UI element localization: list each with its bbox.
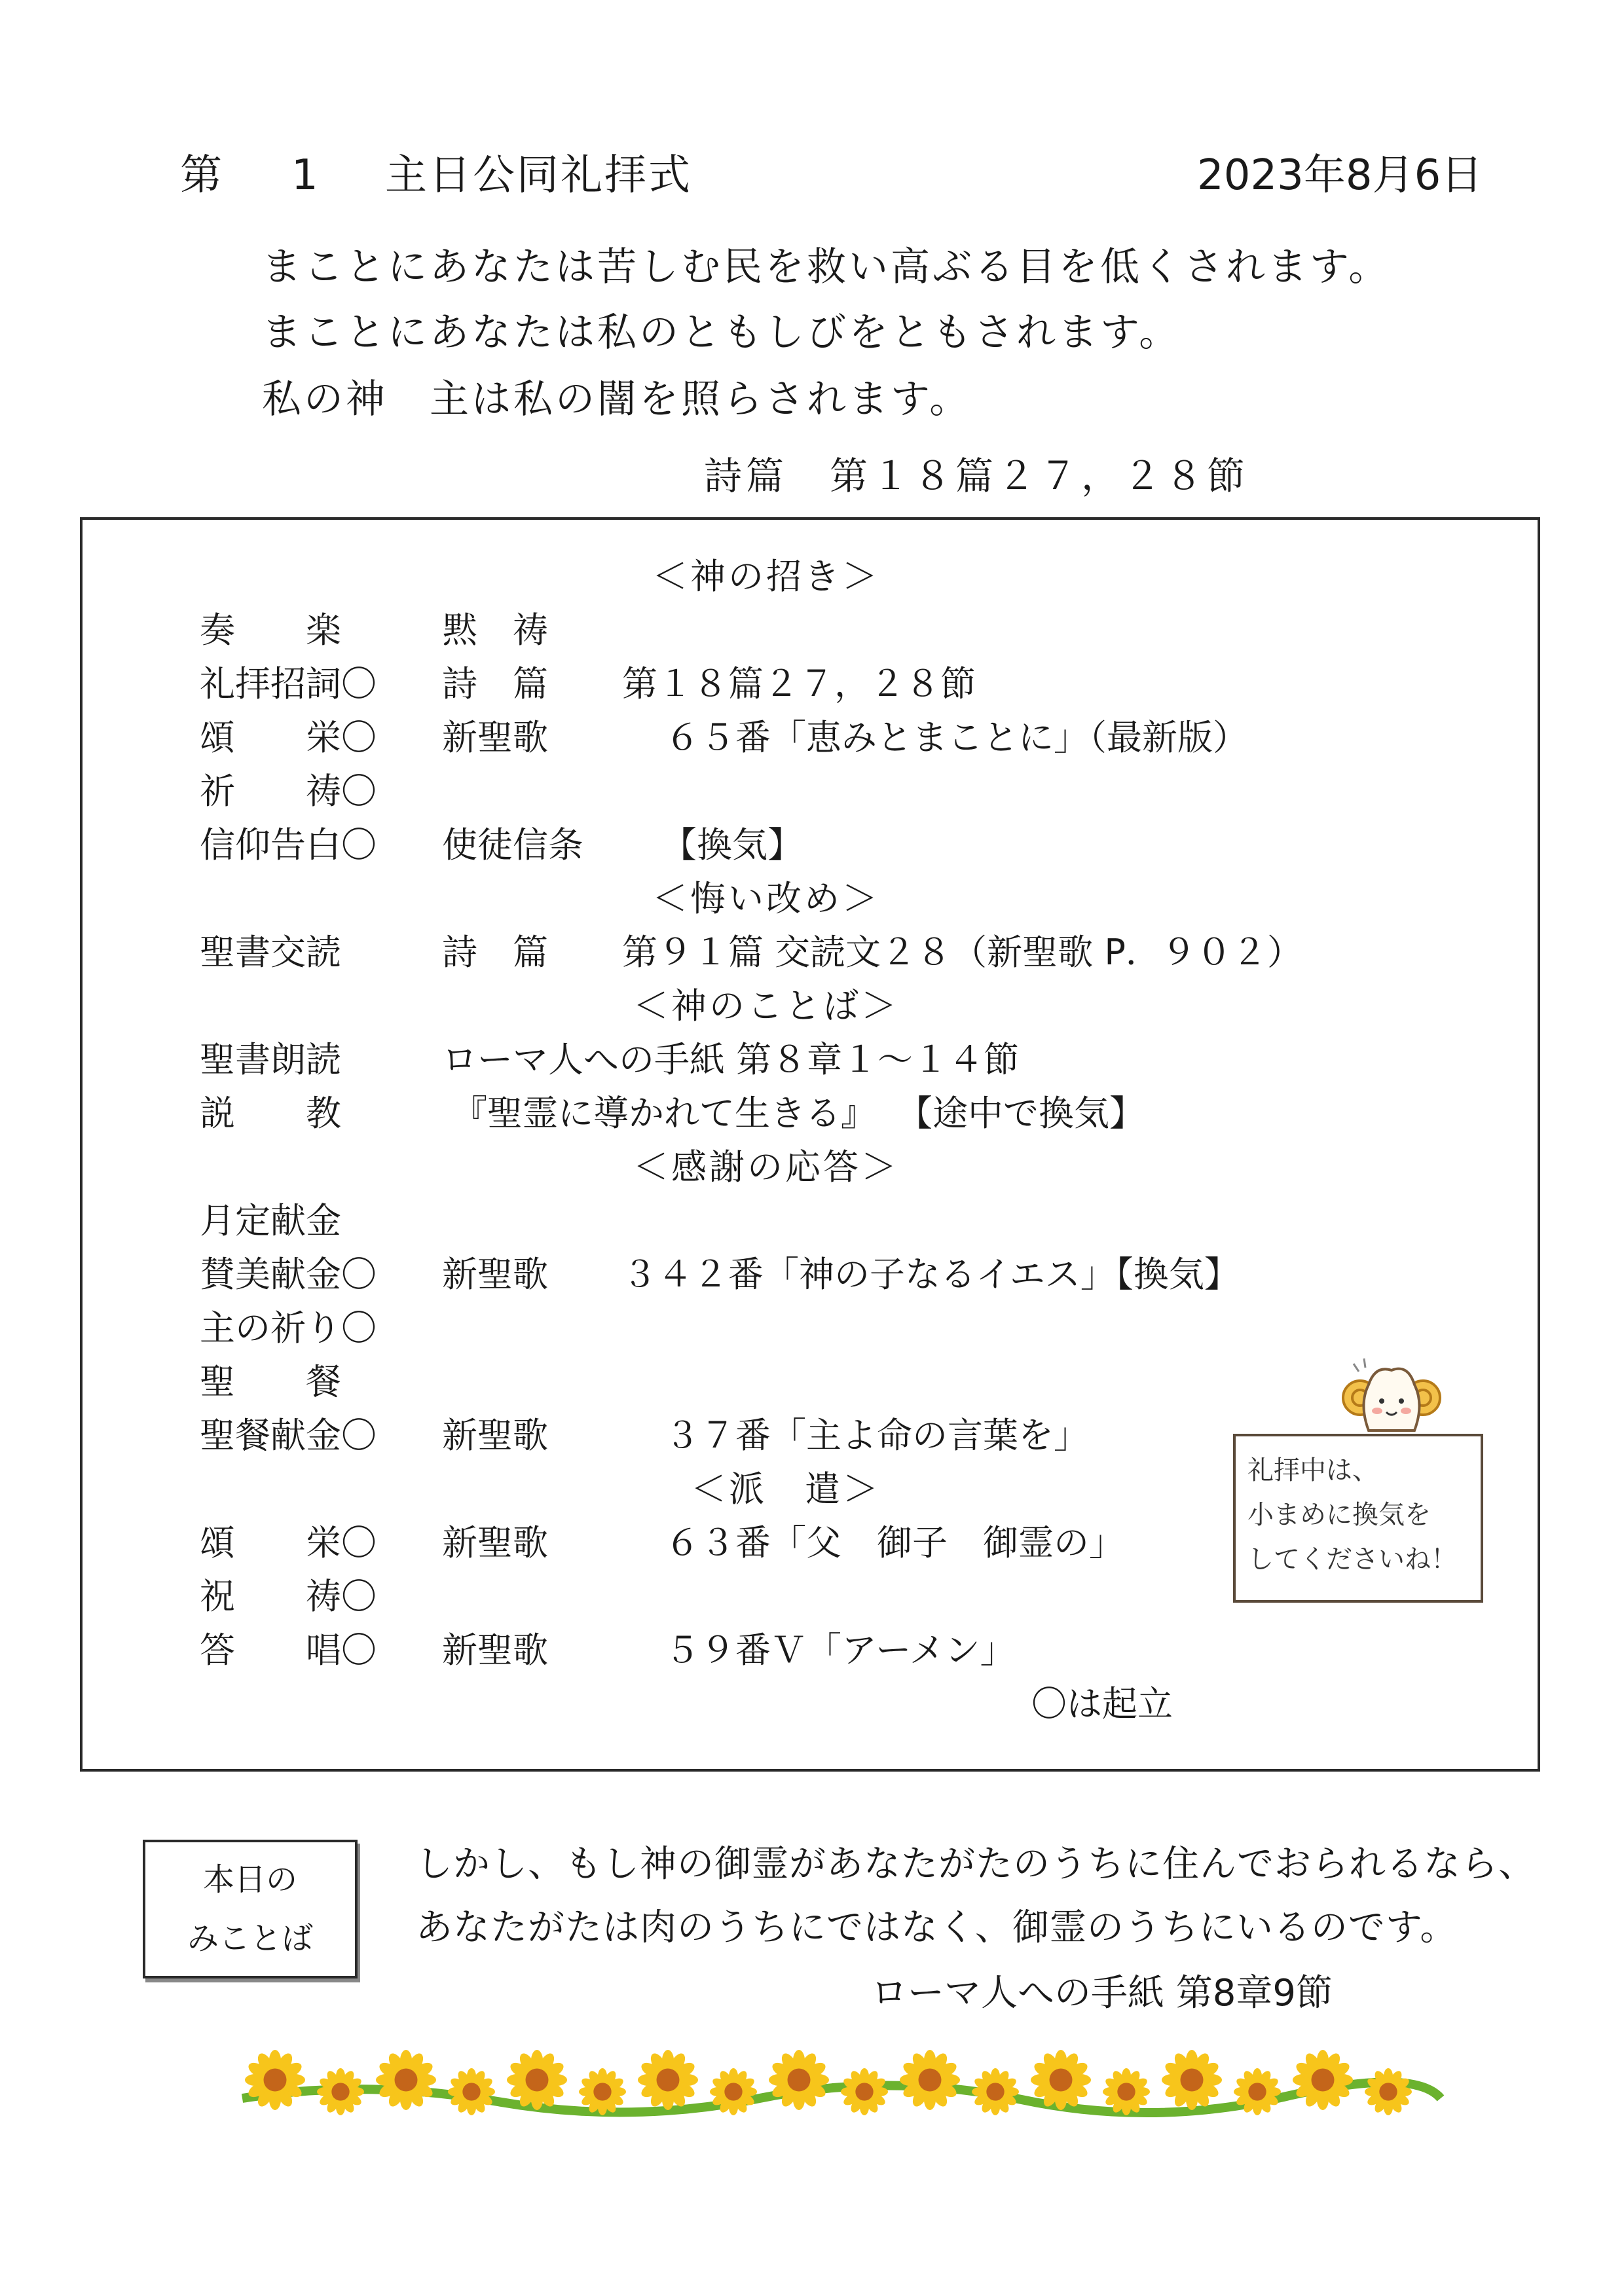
order-item: 答 唱〇 (200, 1630, 377, 1671)
sunflower-icon (769, 2050, 829, 2110)
order-row (200, 818, 1444, 872)
order-extra: 第９１篇 交読文２８（新聖歌 P．９０２） (622, 932, 1302, 973)
order-item: 信仰告白〇 (200, 824, 377, 866)
opening-verse-reference: 詩篇 第１８篇２７，２８節 (704, 454, 1249, 498)
opening-verse-line: まことにあなたは私のともしびをともされます。 (262, 310, 1181, 355)
order-extra: ６５番「恵みとまことに」（最新版） (665, 717, 1248, 758)
order-item: 祈 祷〇 (200, 771, 377, 812)
opening-verse-line: 私の神 主は私の闇を照らされます。 (262, 376, 972, 422)
sunflower-icon (1293, 2050, 1353, 2110)
service-date: 2023年8月6日 (1197, 151, 1483, 200)
order-row (200, 1087, 1444, 1140)
section-heading-invitation: ＜神の招き＞ (652, 556, 880, 597)
order-row (200, 604, 1444, 657)
todays-word-label-line: みことば (187, 1920, 313, 1957)
order-row (200, 1033, 1444, 1087)
ventilation-notice (1233, 1434, 1483, 1603)
todays-word-line: しかし、もし神の御霊があなたがたのうちに住んでおられるなら、 (416, 1843, 1536, 1886)
order-extra: ３４２番「神の子なるイエス」【換気】 (622, 1254, 1240, 1295)
order-extra: ５９番Ｖ「アーメン」 (665, 1630, 1016, 1671)
todays-word-label-line: 本日の (202, 1861, 297, 1898)
order-extra: 【換気】 (661, 824, 803, 866)
sunflower-icon (376, 2050, 436, 2110)
order-detail: 新聖歌 (442, 717, 548, 758)
sunflower-icon (1365, 2068, 1412, 2115)
sunflower-icon (638, 2050, 698, 2110)
order-extra: ６３番「父 御子 御霊の」 (665, 1522, 1124, 1563)
order-row (200, 1194, 1444, 1248)
notice-line: 小まめに換気を (1247, 1500, 1431, 1530)
notice-line: 礼拝中は、 (1247, 1455, 1378, 1485)
sunflower-border (236, 2039, 1447, 2138)
section-heading-sending: ＜派 遣＞ (691, 1468, 881, 1510)
order-row (200, 1248, 1444, 1302)
order-extra: 第１８篇２７，２８節 (622, 663, 976, 704)
order-row (200, 711, 1444, 765)
section-heading-response: ＜感謝の応答＞ (633, 1146, 899, 1188)
section-heading-repentance: ＜悔い改め＞ (652, 878, 880, 919)
sunflower-icon (1162, 2050, 1222, 2110)
service-number: 1 (291, 151, 318, 200)
sheep-icon (1333, 1352, 1450, 1444)
order-item: 聖 餐 (200, 1361, 341, 1402)
sunflower-icon (841, 2068, 888, 2115)
order-item: 聖書朗読 (200, 1039, 341, 1080)
todays-word-line: あなたがたは肉のうちにではなく、御霊のうちにいるのです。 (416, 1906, 1458, 1949)
sunflower-icon (972, 2068, 1019, 2115)
order-detail: ローマ人への手紙 第８章１～１４節 (442, 1039, 1020, 1080)
order-row (200, 1302, 1444, 1355)
order-item: 礼拝招詞〇 (200, 663, 377, 704)
standing-footnote: 〇は起立 (1031, 1683, 1173, 1724)
order-detail: 詩 篇 (442, 932, 548, 973)
order-item: 聖書交読 (200, 932, 341, 973)
order-extra: ３７番「主よ命の言葉を」 (665, 1415, 1089, 1456)
order-detail: 新聖歌 (442, 1415, 548, 1456)
order-row (200, 1355, 1444, 1409)
order-item: 頌 栄〇 (200, 717, 377, 758)
section-heading-word: ＜神のことば＞ (633, 985, 899, 1027)
order-item: 祝 祷〇 (200, 1576, 377, 1617)
opening-verse-line: まことにあなたは苦しむ民を救い高ぶる目を低くされます。 (262, 244, 1391, 290)
order-detail: 使徒信条 (442, 824, 583, 866)
order-row (200, 926, 1444, 979)
order-row (200, 1624, 1444, 1677)
order-detail: 新聖歌 (442, 1254, 548, 1295)
order-item: 月定献金 (200, 1200, 341, 1241)
order-item: 説 教 (200, 1093, 341, 1134)
todays-word-reference: ローマ人への手紙 第8章9節 (871, 1972, 1333, 2014)
order-item: 聖餐献金〇 (200, 1415, 377, 1456)
service-prefix: 第 (180, 151, 222, 200)
order-detail: 新聖歌 (442, 1522, 548, 1563)
order-extra: 【途中で換気】 (897, 1093, 1145, 1134)
service-title: 主日公同礼拝式 (385, 151, 692, 200)
order-item: 奏 楽 (200, 610, 341, 651)
order-detail: 『聖霊に導かれて生きる』 (452, 1093, 876, 1134)
notice-line: してくださいね！ (1247, 1544, 1457, 1575)
sunflower-icon (448, 2068, 495, 2115)
order-item: 頌 栄〇 (200, 1522, 377, 1563)
order-row (200, 765, 1444, 818)
order-row (200, 657, 1444, 711)
sunflower-icon (317, 2068, 364, 2115)
sunflower-icon (900, 2050, 960, 2110)
order-detail: 黙 祷 (442, 610, 548, 651)
order-detail: 新聖歌 (442, 1630, 548, 1671)
order-detail: 詩 篇 (442, 663, 548, 704)
todays-word-label (143, 1840, 358, 1978)
order-item: 賛美献金〇 (200, 1254, 377, 1295)
order-item: 主の祈り〇 (200, 1307, 377, 1349)
